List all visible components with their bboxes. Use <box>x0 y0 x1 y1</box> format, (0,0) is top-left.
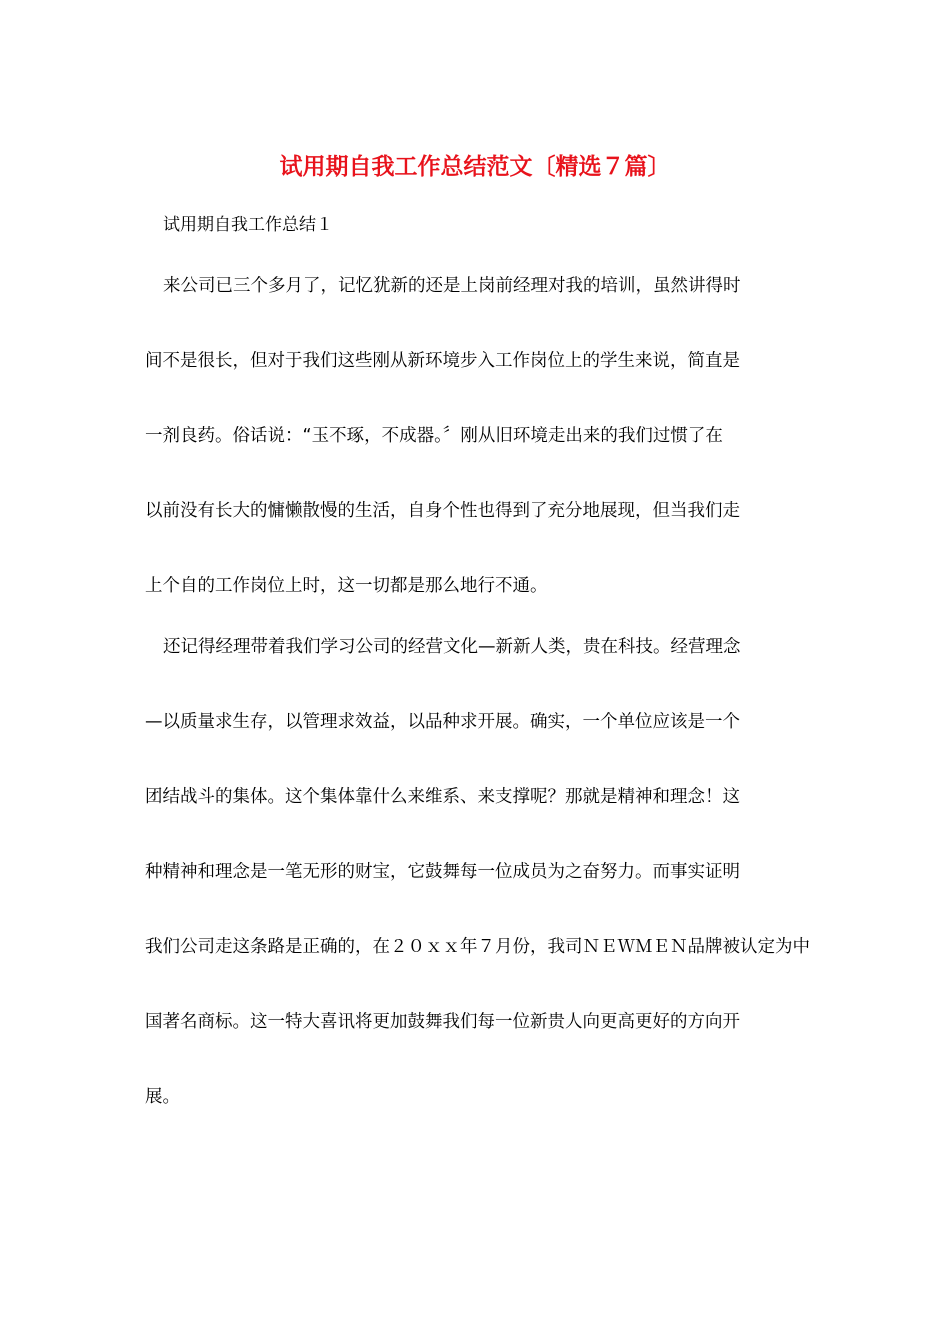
paragraph-line: 展。 <box>145 1087 180 1107</box>
paragraph-line: 以前没有长大的慵懒散慢的生活，自身个性也得到了充分地展现，但当我们走 <box>145 501 740 521</box>
paragraph-line: 一剂良药。俗话说：“玉不琢，不成器。〞刚从旧环境走出来的我们过惯了在 <box>145 426 723 446</box>
paragraph-line: 上个自的工作岗位上时，这一切都是那么地行不通。 <box>145 576 548 596</box>
paragraph-line: 间不是很长，但对于我们这些刚从新环境步入工作岗位上的学生来说，简直是 <box>145 351 740 371</box>
paragraph-line: 来公司已三个多月了，记忆犹新的还是上岗前经理对我的培训，虽然讲得时 <box>163 276 741 296</box>
paragraph-2 <box>145 634 810 1114</box>
document-title: 试用期自我工作总结范文〔精选７篇〕 <box>279 153 671 180</box>
paragraph-1 <box>145 273 805 603</box>
paragraph-line: 我们公司走这条路是正确的，在２０ｘｘ年７月份，我司ＮＥＷＭＥＮ品牌被认定为中 <box>145 937 810 957</box>
paragraph-line: 团结战斗的集体。这个集体靠什么来维系、来支撑呢？那就是精神和理念！这 <box>145 787 740 807</box>
section-heading: 试用期自我工作总结１ <box>163 215 333 235</box>
paragraph-line: 还记得经理带着我们学习公司的经营文化—新新人类，贵在科技。经营理念 <box>163 637 741 657</box>
paragraph-line: 国著名商标。这一特大喜讯将更加鼓舞我们每一位新贵人向更高更好的方向开 <box>145 1012 740 1032</box>
paragraph-line: 种精神和理念是一笔无形的财宝，它鼓舞每一位成员为之奋努力。而事实证明 <box>145 862 740 882</box>
paragraph-line: —以质量求生存，以管理求效益，以品种求开展。确实，一个单位应该是一个 <box>145 712 740 732</box>
